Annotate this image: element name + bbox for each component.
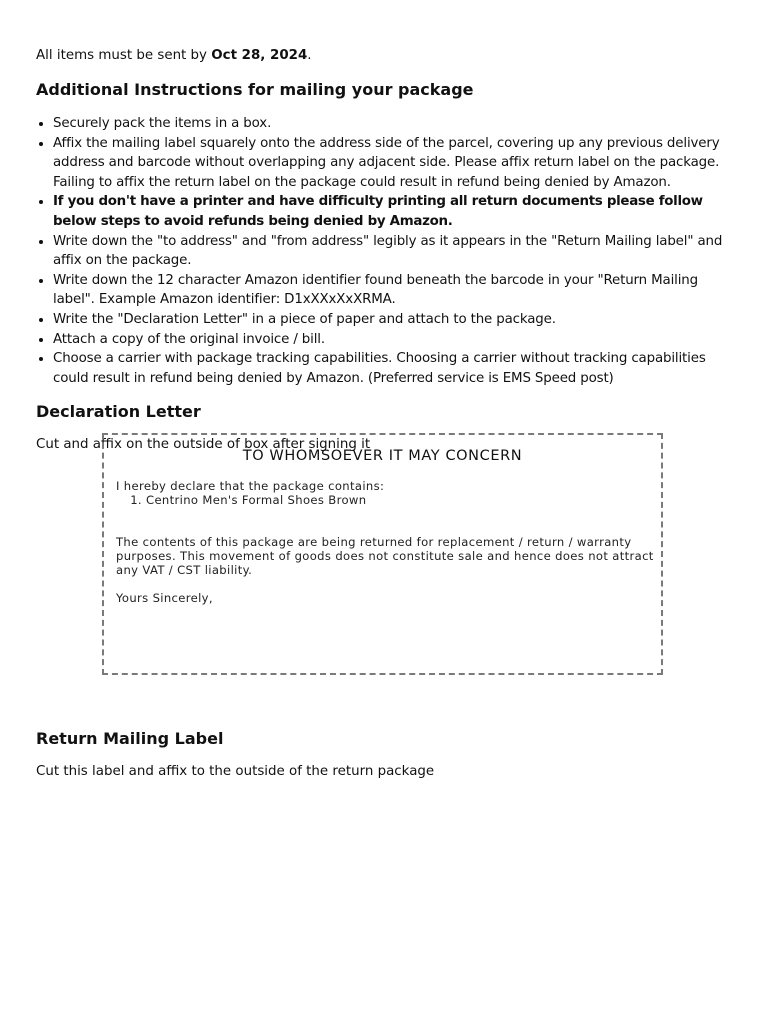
instruction-item: • Write the "Declaration Letter" in a piece of paper and attach to the package. <box>53 310 736 330</box>
instruction-item: • Write down the "to address" and "from address" legibly as it appears in the "Return Mailing label" and affix on the package. <box>53 232 736 271</box>
letter-closing: Yours Sincerely, <box>116 591 213 605</box>
instruction-item: • Choose a carrier with package tracking capabilities. Choosing a carrier without tracking capabilities could result in refund being denied by Amazon. (Preferred service is EMS Speed post) <box>53 349 736 388</box>
instructions-list <box>36 114 736 388</box>
letter-item-list <box>116 493 656 507</box>
instruction-item-no-printer: • If you don't have a printer and have difficulty printing all return documents please follow below steps to avoid refunds being denied by Amazon. <box>53 192 736 231</box>
instruction-item: • Attach a copy of the original invoice / bill. <box>53 330 736 350</box>
letter-contents-statement: The contents of this package are being returned for replacement / return / warranty purposes. This movement of goods does not constitute sale and hence does not attract any VAT / CST liability. <box>116 535 654 577</box>
instruction-item: • Securely pack the items in a box. <box>53 114 736 134</box>
return-label-heading: Return Mailing Label <box>36 729 224 748</box>
instruction-item: • Affix the mailing label squarely onto the address side of the parcel, covering up any previous delivery address and barcode without overlapping any adjacent side. Please affix return label on the package. Failing to affix the return label on the package could result in refund being denied by Amazon. <box>53 134 736 193</box>
declaration-heading: Declaration Letter <box>36 402 201 421</box>
letter-declaration-line: I hereby declare that the package contains: <box>116 479 385 493</box>
return-label-subtext: Cut this label and affix to the outside of the return package <box>36 764 435 779</box>
deadline-prefix: All items must be sent by <box>36 48 212 63</box>
letter-body <box>116 479 656 605</box>
deadline-date: Oct 28, 2024 <box>211 48 308 63</box>
letter-item: 1. Centrino Men's Formal Shoes Brown <box>146 493 656 507</box>
declaration-subtext: Cut and affix on the outside of box after signing it <box>36 437 371 452</box>
deadline-suffix: . <box>307 48 312 63</box>
declaration-letter-box <box>102 433 663 675</box>
letter-title: TO WHOMSOEVER IT MAY CONCERN <box>242 448 523 464</box>
instruction-item: • Write down the 12 character Amazon identifier found beneath the barcode in your "Return Mailing label". Example Amazon identifier: D1xXXxXxXRMA. <box>53 271 736 310</box>
instructions-heading: Additional Instructions for mailing your package <box>36 80 474 99</box>
ship-by-deadline <box>36 47 312 65</box>
